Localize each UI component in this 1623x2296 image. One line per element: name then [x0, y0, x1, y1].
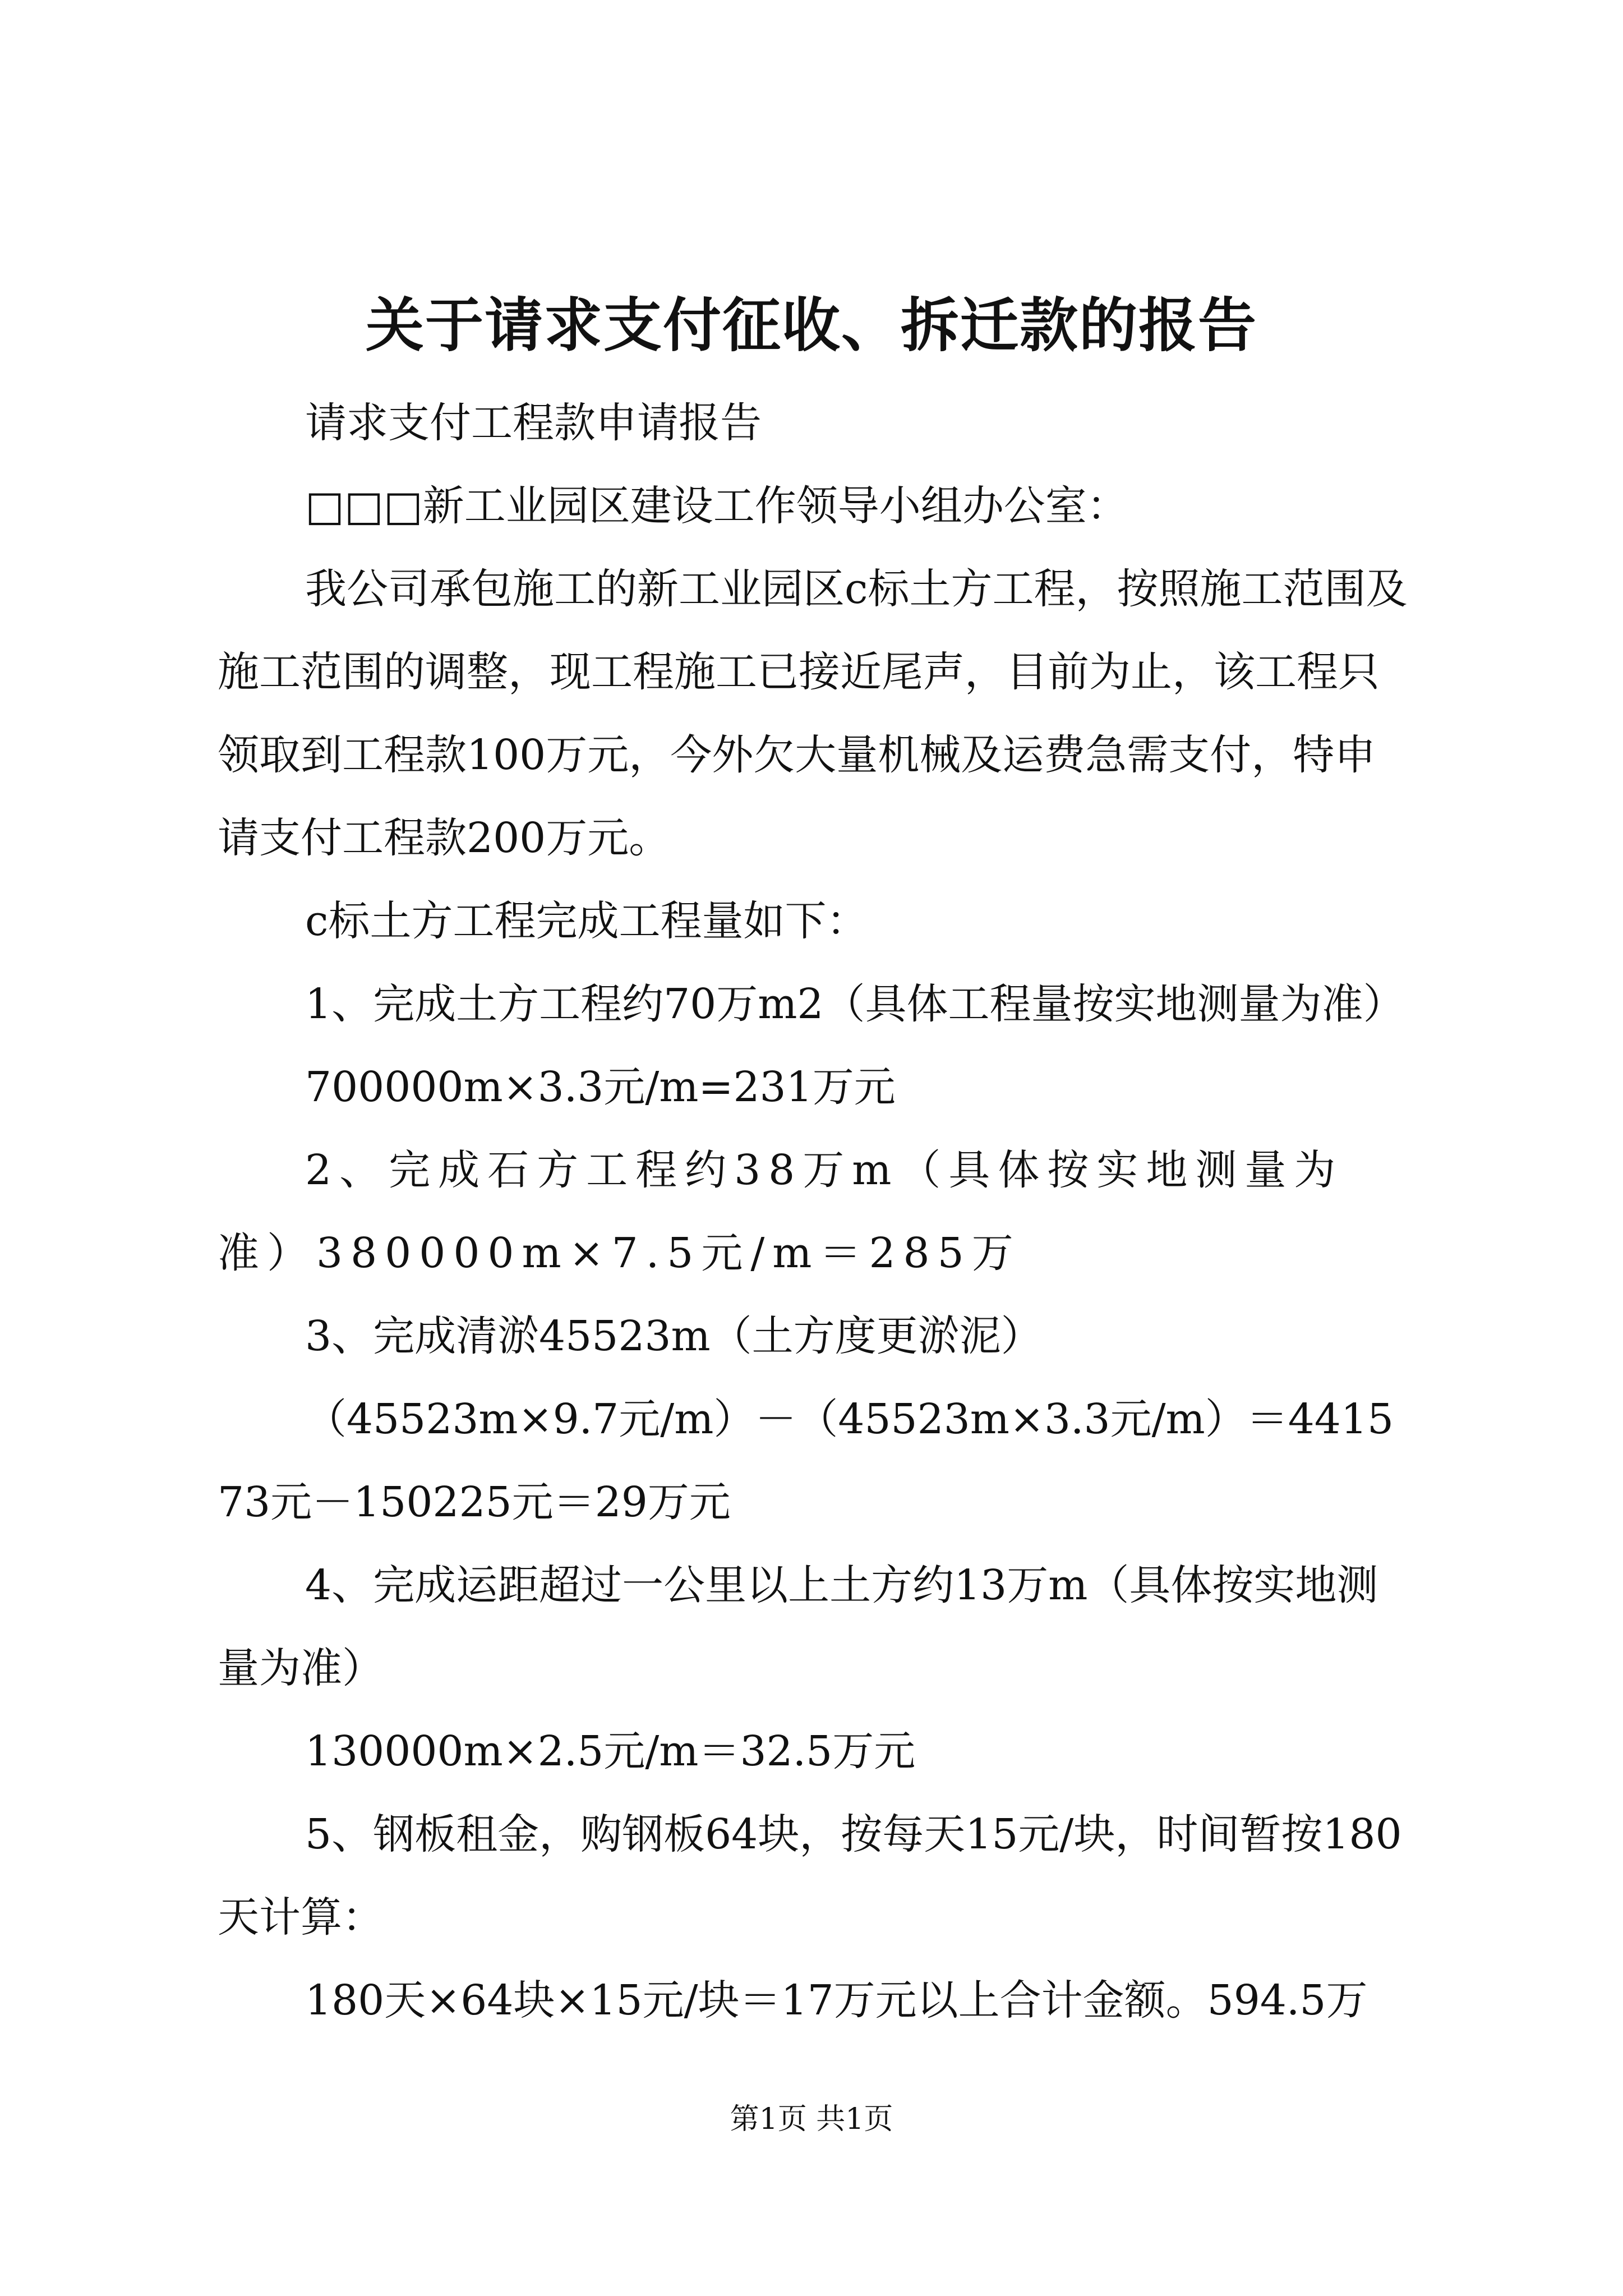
document-title: 关于请求支付征收、拆迁款的报告: [365, 291, 1257, 360]
page-footer: 第1页 共1页: [730, 2102, 893, 2136]
paragraph-quantities-heading: c标土方工程完成工程量如下：: [305, 897, 868, 945]
paragraph-item-5-calc: 180天×64块×15元/块＝17万元以上合计金额。594.5万: [305, 1976, 1368, 2024]
paragraph-item-1-calc: 700000m×3.3元/m=231万元: [305, 1063, 896, 1111]
paragraph-subtitle: 请求支付工程款申请报告: [305, 399, 762, 447]
paragraph-item-3-calc: （45523m×9.7元/m）－（45523m×3.3元/m）＝441573元－150225元＝29万元: [218, 1395, 1394, 1526]
paragraph-request: 我公司承包施工的新工业园区c标土方工程，按照施工范围及施工范围的调整，现工程施工已接近尾声，目前为止，该工程只领取到工程款100万元，今外欠大量机械及运费急需支付，特申请支付工程款200万元。: [218, 565, 1408, 862]
paragraph-item-2: 2、完成石方工程约38万m（具体按实地测量为准）380000m×7.5元/m＝285万: [218, 1146, 1344, 1277]
paragraph-item-1: 1、完成土方工程约70万m2（具体工程量按实地测量为准）: [305, 980, 1405, 1028]
paragraph-item-4: 4、完成运距超过一公里以上土方约13万m（具体按实地测量为准）: [218, 1561, 1378, 1692]
paragraph-item-3: 3、完成清淤45523m（土方度更淤泥）: [305, 1312, 1043, 1360]
paragraph-item-5: 5、钢板租金，购钢板64块，按每天15元/块，时间暂按180天计算：: [218, 1810, 1402, 1941]
paragraph-item-4-calc: 130000m×2.5元/m＝32.5万元: [305, 1727, 916, 1775]
document-body: [218, 381, 1412, 2042]
paragraph-addressee: □□□新工业园区建设工作领导小组办公室：: [305, 482, 1128, 530]
